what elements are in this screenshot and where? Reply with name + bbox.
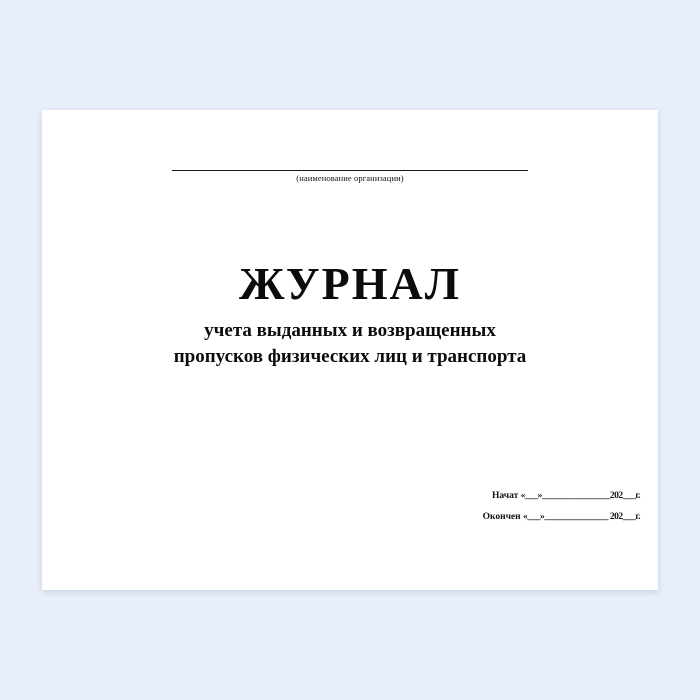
- document-subtitle-line-2: пропусков физических лиц и транспорта: [173, 345, 527, 367]
- organization-name-block: [42, 160, 658, 183]
- start-date-row: [483, 486, 640, 507]
- title-block: [42, 260, 658, 370]
- start-date-blank: «___»________________202___г.: [520, 491, 640, 502]
- end-date-row: [483, 507, 640, 528]
- start-date-label: Начат: [491, 491, 519, 502]
- organization-name-rule: [172, 160, 528, 171]
- end-date-label: Окончен: [482, 512, 521, 523]
- end-date-blank: «___»_______________ 202___г.: [523, 512, 640, 523]
- document-title: ЖУРНАЛ: [239, 258, 461, 309]
- organization-name-caption: (наименование организации): [296, 173, 404, 183]
- journal-cover-page: [42, 110, 658, 590]
- document-subtitle-line-1: учета выданных и возвращенных: [204, 320, 496, 342]
- dates-block: [483, 486, 640, 528]
- document-subtitle: [42, 318, 658, 369]
